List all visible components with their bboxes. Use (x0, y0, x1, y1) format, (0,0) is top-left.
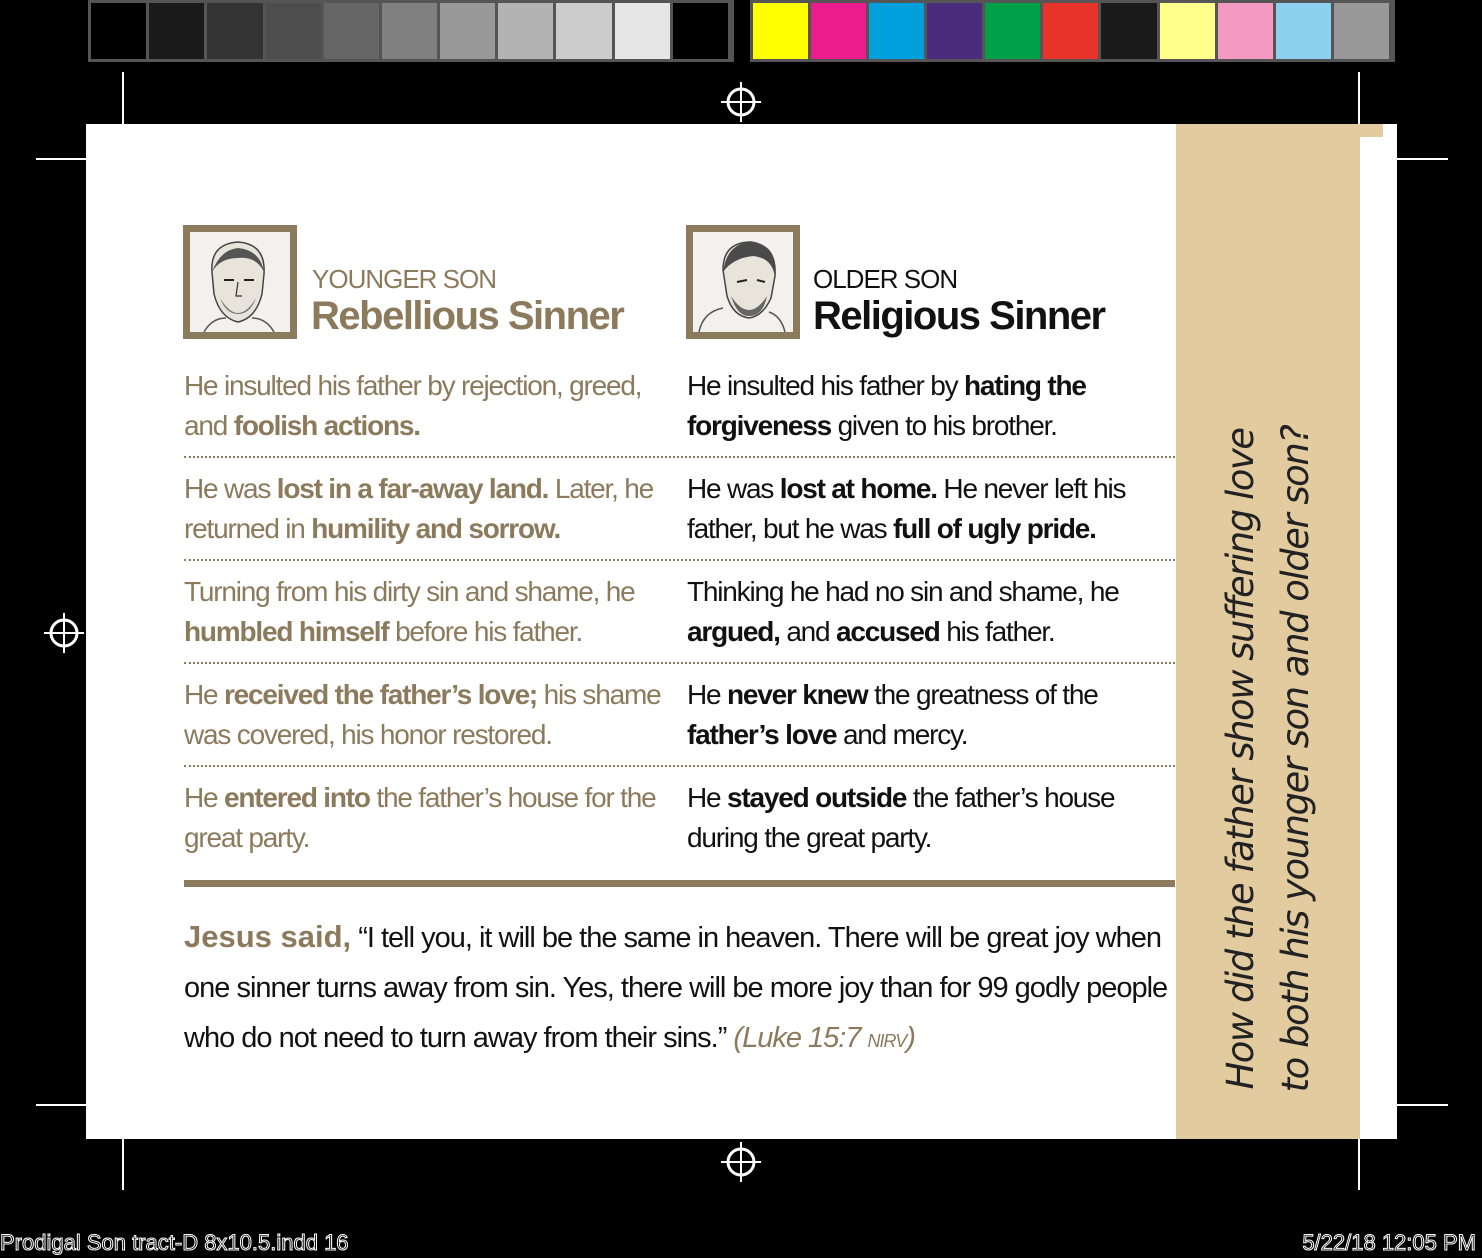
older-son-sketch-icon (693, 232, 793, 332)
color-swatch (149, 3, 207, 59)
color-swatch (91, 3, 149, 59)
older-son-portrait (686, 225, 800, 339)
scripture-quote (184, 912, 1174, 1066)
process-color-bar (750, 0, 1395, 62)
color-swatch (498, 3, 556, 59)
crop-mark (1358, 72, 1360, 132)
row-divider (184, 559, 1175, 561)
tract-page (86, 124, 1397, 1139)
younger-son-row: Turning from his dirty sin and shame, he humbled himself before his father. (184, 576, 635, 647)
color-swatch (927, 3, 985, 59)
younger-son-label: YOUNGER SON (312, 264, 497, 294)
sidebar-question (1213, 379, 1323, 1139)
quote-lead: Jesus said, (184, 919, 352, 954)
color-swatch (673, 3, 731, 59)
color-swatch (1043, 3, 1101, 59)
color-swatch (207, 3, 265, 59)
row-divider (184, 456, 1175, 458)
older-son-row: He never knew the greatness of the father’s love and mercy. (687, 679, 1098, 750)
row-divider (184, 765, 1175, 767)
color-swatch (556, 3, 614, 59)
color-swatch (1276, 3, 1334, 59)
registration-mark-icon (721, 1142, 761, 1182)
color-swatch (1101, 3, 1159, 59)
color-swatch (1160, 3, 1218, 59)
older-son-row: He was lost at home. He never left his father, but he was full of ugly pride. (687, 473, 1126, 544)
younger-son-row: He was lost in a far-away land. Later, he returned in humility and sorrow. (184, 473, 654, 544)
color-swatch (985, 3, 1043, 59)
color-swatch (440, 3, 498, 59)
older-son-title: Religious Sinner (813, 294, 1105, 338)
registration-mark-icon (721, 82, 761, 122)
crop-mark (122, 1130, 124, 1190)
younger-son-sketch-icon (190, 232, 290, 332)
section-divider (184, 880, 1175, 887)
sidebar-question-line-2: to both his younger son and older son? (1274, 425, 1317, 1093)
younger-son-portrait (183, 225, 297, 339)
registration-mark-icon (1397, 613, 1437, 653)
older-son-row: He stayed outside the father’s house during the great party. (687, 782, 1115, 853)
crop-mark (122, 72, 124, 132)
slug-file-name: Prodigal Son tract-D 8x10.5.indd 16 (0, 1230, 349, 1255)
sidebar-tab (1360, 124, 1383, 137)
registration-mark-icon (44, 613, 84, 653)
crop-mark (1388, 158, 1448, 160)
younger-son-row: He entered into the father’s house for the great party. (184, 782, 656, 853)
color-swatch (1218, 3, 1276, 59)
color-swatch (324, 3, 382, 59)
color-swatch (266, 3, 324, 59)
color-swatch (753, 3, 811, 59)
color-swatch (1334, 3, 1392, 59)
quote-reference: (Luke 15:7 NIRV) (733, 1022, 915, 1054)
sidebar-question-line-1: How did the father show suffering love (1219, 428, 1262, 1090)
quote-text: “I tell you, it will be the same in heaven. There will be great joy when one sinner turns away from sin. Yes, there will be more joy than for 99 godly people who do not need to turn away from their sins.” (184, 922, 1168, 1054)
younger-son-row: He received the father’s love; his shame was covered, his honor restored. (184, 679, 661, 750)
color-swatch (615, 3, 673, 59)
crop-mark (1388, 1104, 1448, 1106)
younger-son-title: Rebellious Sinner (311, 294, 624, 338)
older-son-row: Thinking he had no sin and shame, he argued, and accused his father. (687, 576, 1119, 647)
grayscale-color-bar (88, 0, 734, 62)
older-son-label: OLDER SON (813, 264, 958, 294)
color-swatch (382, 3, 440, 59)
bible-version: NIRV (867, 1031, 907, 1051)
color-swatch (811, 3, 869, 59)
older-son-row: He insulted his father by hating the forgiveness given to his brother. (687, 370, 1086, 441)
younger-son-row: He insulted his father by rejection, greed, and foolish actions. (184, 370, 642, 441)
crop-mark (1358, 1130, 1360, 1190)
slug-timestamp: 5/22/18 12:05 PM (1302, 1230, 1476, 1255)
row-divider (184, 662, 1175, 664)
color-swatch (869, 3, 927, 59)
